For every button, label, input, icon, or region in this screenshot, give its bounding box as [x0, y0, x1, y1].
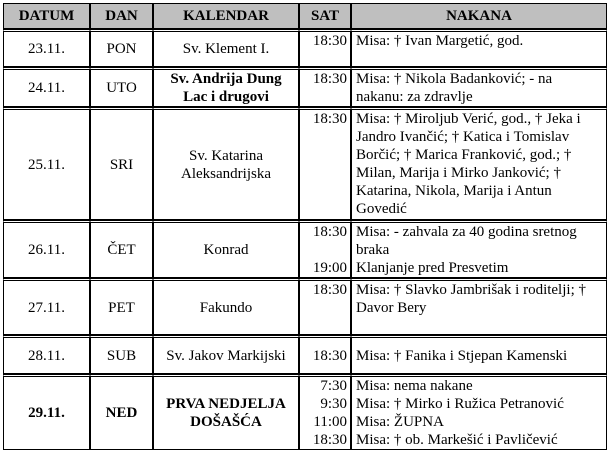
- time-value: 18:30: [312, 347, 347, 364]
- table-row: [3, 220, 607, 278]
- header-nakana: NAKANA: [351, 3, 607, 29]
- calendar-cell: Sv. Andrija Dung Lac i drugovi: [153, 67, 299, 107]
- table-row: [3, 67, 607, 107]
- time-value: 19:00: [312, 260, 347, 276]
- intention-text: Misa: † Slavko Jambrišak i roditelji; † Davor Bery: [356, 282, 586, 316]
- date-cell: 25.11.: [3, 107, 90, 220]
- table-row: [3, 374, 607, 450]
- time-cell: [299, 107, 351, 220]
- header-datum: DATUM: [3, 3, 90, 29]
- calendar-cell: Sv. Katarina Aleksandrijska: [153, 107, 299, 220]
- time-value: 11:00: [313, 414, 347, 430]
- date-cell: 23.11.: [3, 29, 90, 67]
- calendar-cell: Fakundo: [153, 278, 299, 335]
- date-cell: 27.11.: [3, 278, 90, 335]
- day-cell: PON: [90, 29, 153, 67]
- schedule-table: [3, 3, 607, 450]
- intention-cell: [351, 67, 607, 107]
- date-cell: 24.11.: [3, 67, 90, 107]
- intention-text: Misa: † Nikola Badanković; - na nakanu: za zdravlje: [356, 71, 553, 105]
- calendar-cell: PRVA NEDJELJA DOŠAŠĆA: [153, 374, 299, 450]
- intention-text: Misa: † Miroljub Verić, god., † Jeka i Jandro Ivančić; † Katica i Tomislav Borčić; † Marica Franković, god.; † Milan, Marija i Mirko Janković; † Katarina, Nikola, Marija i Antun Govedić: [356, 111, 581, 217]
- table-row: [3, 335, 607, 374]
- day-cell: PET: [90, 278, 153, 335]
- intention-cell: [351, 220, 607, 278]
- date-cell: 26.11.: [3, 220, 90, 278]
- time-value: 7:30: [320, 378, 347, 394]
- calendar-cell: Konrad: [153, 220, 299, 278]
- intention-text: Misa: - zahvala za 40 godina sretnog braka: [356, 224, 577, 258]
- time-cell: [299, 29, 351, 67]
- table-row: [3, 278, 607, 335]
- intention-text: Misa: ŽUPNA: [356, 414, 444, 430]
- header-sat: SAT: [299, 3, 351, 29]
- intention-cell: [351, 335, 607, 374]
- intention-cell: [351, 278, 607, 335]
- time-value: 18:30: [312, 282, 347, 298]
- time-cell: [299, 67, 351, 107]
- time-value: 9:30: [320, 396, 347, 412]
- time-value: 18:30: [312, 71, 347, 87]
- time-cell: [299, 278, 351, 335]
- intention-text: Klanjanje pred Presvetim: [356, 260, 509, 276]
- intention-text: Misa: † Fanika i Stjepan Kamenski: [356, 347, 568, 364]
- time-cell: [299, 374, 351, 450]
- header-kalendar: KALENDAR: [153, 3, 299, 29]
- intention-text: Misa: † Ivan Margetić, god.: [356, 33, 524, 49]
- header-row: [3, 3, 607, 29]
- day-cell: SUB: [90, 335, 153, 374]
- day-cell: NED: [90, 374, 153, 450]
- time-value: 18:30: [312, 111, 347, 127]
- day-cell: UTO: [90, 67, 153, 107]
- date-cell: 29.11.: [3, 374, 90, 450]
- intention-text: Misa: † ob. Markešić i Pavličević: [356, 432, 558, 448]
- date-cell: 28.11.: [3, 335, 90, 374]
- time-cell: [299, 335, 351, 374]
- calendar-cell: Sv. Klement I.: [153, 29, 299, 67]
- time-value: 18:30: [312, 224, 347, 240]
- intention-cell: [351, 374, 607, 450]
- time-cell: [299, 220, 351, 278]
- time-value: 18:30: [312, 33, 347, 49]
- day-cell: ČET: [90, 220, 153, 278]
- time-spacer: [303, 241, 347, 259]
- table-row: [3, 107, 607, 220]
- intention-cell: [351, 107, 607, 220]
- day-cell: SRI: [90, 107, 153, 220]
- header-dan: DAN: [90, 3, 153, 29]
- calendar-cell: Sv. Jakov Markijski: [153, 335, 299, 374]
- table-row: [3, 29, 607, 67]
- time-value: 18:30: [312, 432, 347, 448]
- intention-cell: [351, 29, 607, 67]
- intention-text: Misa: nema nakane: [356, 378, 473, 394]
- intention-text: Misa: † Mirko i Ružica Petranović: [356, 396, 564, 412]
